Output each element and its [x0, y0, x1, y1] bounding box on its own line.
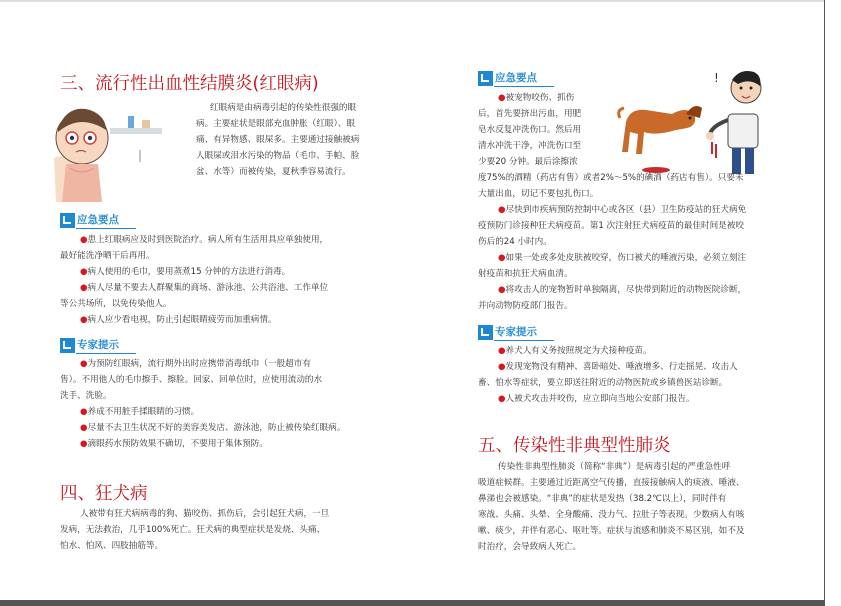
emergency-line: 少要20 分钟。最后涂擦浓 [478, 157, 578, 167]
emergency-line: ●病人使用的毛巾，要用蒸煮15 分钟的方法进行消毒。 [80, 267, 291, 277]
emergency-points [60, 232, 360, 328]
emergency-line: 清水冲洗干净，冲洗伤口至 [478, 141, 582, 151]
emergency-heading [60, 212, 180, 228]
emergency-heading-label: 应急要点 [495, 72, 537, 84]
expert-line: ●尽量不去卫生状况不好的美容美发店、游泳池，防止被传染红眼病。 [80, 423, 346, 433]
emergency-line: 大量出血，切记不要包扎伤口。 [478, 189, 599, 199]
section-3-title: 三、流行性出血性结膜炎(红眼病) [60, 74, 319, 94]
red-eye-child-illustration [48, 98, 168, 202]
emergency-line: 度75%的酒精（药店有售）或者2%～5%的碘酒（药店有售）。只要未 [478, 173, 744, 183]
expert-heading [478, 324, 598, 340]
intro-line: 吸道症候群。主要通过近距离空气传播，直接接触病人的痰液、唾液、 [478, 478, 745, 488]
bullet-icon: ● [498, 362, 506, 372]
expert-line: ●为预防红眼病，流行期外出时应携带消毒纸巾（一般超市有 [80, 359, 311, 369]
emergency-line: ●如果一处或多处皮肤被咬穿，伤口被犬的唾液污染，必须立刻注 [498, 253, 747, 263]
intro-line: 发病，无法救治，几乎100%死亡。狂犬病的典型症状是发烧、头痛、 [60, 525, 326, 535]
emergency-line: 并向动物防疫部门报告。 [478, 301, 573, 311]
expert-heading [60, 337, 180, 353]
emergency-line: 后，首先要挤出污血，用肥 [478, 109, 582, 119]
expert-line: ●发现宠物没有精神、喜卧暗处、唾液增多、行走摇晃、攻击人 [498, 362, 738, 372]
bullet-icon: ● [498, 285, 506, 295]
expert-heading-label: 专家提示 [77, 339, 119, 351]
expert-tips [478, 343, 788, 407]
expert-line: ●人被犬攻击并咬伤，应立即向当地公安部门报告。 [498, 394, 695, 404]
emergency-line: 等公共场所，以免传染他人。 [60, 299, 172, 309]
left-page [0, 0, 412, 600]
section-4-intro [60, 506, 360, 554]
emergency-line: ●病人应少看电视，防止引起眼睛疲劳而加重病情。 [80, 315, 277, 325]
arrow-icon [60, 338, 75, 353]
section-4-title: 四、狂犬病 [60, 484, 148, 504]
emergency-line: ●尽快到市疾病预防控制中心或各区（县）卫生防疫站的狂犬病免 [498, 205, 747, 215]
emergency-line: 射疫苗和抗狂犬病血清。 [478, 269, 573, 279]
intro-line: 怕水、怕风、四肢抽筋等。 [60, 541, 164, 551]
emergency-line: 伤后的24 小时内。 [478, 237, 552, 247]
svg-text:!: ! [714, 71, 719, 85]
expert-heading-label: 专家提示 [495, 326, 537, 338]
emergency-line: ●患上红眼病应及时到医院治疗。病人所有生活用具应单独使用， [80, 235, 329, 245]
expert-line: 畜、怕水等症状，要立即送往附近的动物医院或乡镇兽医站诊断。 [478, 378, 728, 388]
emergency-line: 皂水反复冲洗伤口。然后用 [478, 125, 582, 135]
page-bottom-edge [0, 600, 825, 606]
dog-bite-illustration [616, 58, 791, 176]
bullet-icon: ● [498, 394, 506, 404]
section-5-intro [478, 459, 788, 555]
expert-line: 售）。不用他人的毛巾擦手、擦脸。回家、回单位时，应使用流动的水 [60, 375, 323, 385]
arrow-icon [478, 71, 493, 86]
emergency-heading-label: 应急要点 [77, 214, 119, 226]
section-5-title: 五、传染性非典型性肺炎 [478, 436, 671, 456]
intro-line: 时治疗，会导致病人死亡。 [478, 542, 582, 552]
expert-line: ●滴眼药水预防效果不确切，不要用于集体预防。 [80, 439, 268, 449]
intro-line: 人被带有狂犬病病毒的狗、猫咬伤、抓伤后，会引起狂犬病，一旦 [80, 509, 330, 519]
intro-line: 人眼屎或泪水污染的物品（毛巾、手帕、脸 [196, 151, 360, 161]
bullet-icon: ● [80, 359, 88, 369]
emergency-line: 最好能洗净晒干后再用。 [60, 251, 155, 261]
bullet-icon: ● [80, 283, 88, 293]
intro-line: 病。主要症状是眼部充血肿胀（红眼）、眼 [196, 119, 355, 129]
bullet-icon: ● [80, 267, 88, 277]
page-right-edge [824, 0, 841, 606]
intro-line: 鼻涕也会被感染。“非典”的症状是发热（38.2℃以上），同时伴有 [478, 494, 727, 504]
bullet-icon: ● [498, 346, 506, 356]
expert-tips [60, 356, 360, 452]
expert-line: ●养成不用脏手揉眼睛的习惯。 [80, 407, 200, 417]
bullet-icon: ● [80, 235, 88, 245]
bullet-icon: ● [498, 253, 506, 263]
section-3-intro [196, 100, 366, 180]
intro-line: 红眼病是由病毒引起的传染性很强的眼 [210, 103, 357, 113]
intro-line: 盆、水等）而被传染，夏秋季容易流行。 [196, 167, 351, 177]
emergency-line: ●将攻击人的宠物暂时单独隔离，尽快带到附近的动物医院诊断， [498, 285, 747, 295]
bullet-icon: ● [80, 423, 88, 433]
bullet-icon: ● [80, 407, 88, 417]
expert-line: ●养犬人有义务按照规定为犬接种疫苗。 [498, 346, 652, 356]
bullet-icon: ● [80, 439, 88, 449]
emergency-line: ●病人尽量不要去人群聚集的商场、游泳池、公共浴池、工作单位 [80, 283, 329, 293]
emergency-wrapped-text [478, 90, 628, 170]
intro-line: 传染性非典型性肺炎（简称“非典”）是病毒引起的严重急性呼 [498, 462, 731, 472]
emergency-heading [478, 70, 598, 86]
bullet-icon: ● [80, 315, 88, 325]
bullet-icon: ● [498, 205, 506, 215]
bullet-icon: ● [498, 93, 506, 103]
expert-line: 洗手、洗脸。 [60, 391, 112, 401]
emergency-points [478, 170, 788, 314]
arrow-icon [478, 325, 493, 340]
intro-line: 嗽、痰少，并伴有恶心、呕吐等。症状与流感和肺炎不易区别，如不及 [478, 526, 745, 536]
intro-line: 寒战、头痛、头晕、全身酸痛、没力气、拉肚子等表现。少数病人有咳 [478, 510, 745, 520]
intro-line: 痛、有异物感、眼屎多。主要通过接触被病 [196, 135, 360, 145]
emergency-line: 疫预防门诊接种狂犬病疫苗。第1 次注射狂犬病疫苗的最佳时间是被咬 [478, 221, 745, 231]
emergency-line: ●被宠物咬伤、抓伤 [498, 93, 575, 103]
arrow-icon [60, 213, 75, 228]
right-page [418, 0, 825, 600]
